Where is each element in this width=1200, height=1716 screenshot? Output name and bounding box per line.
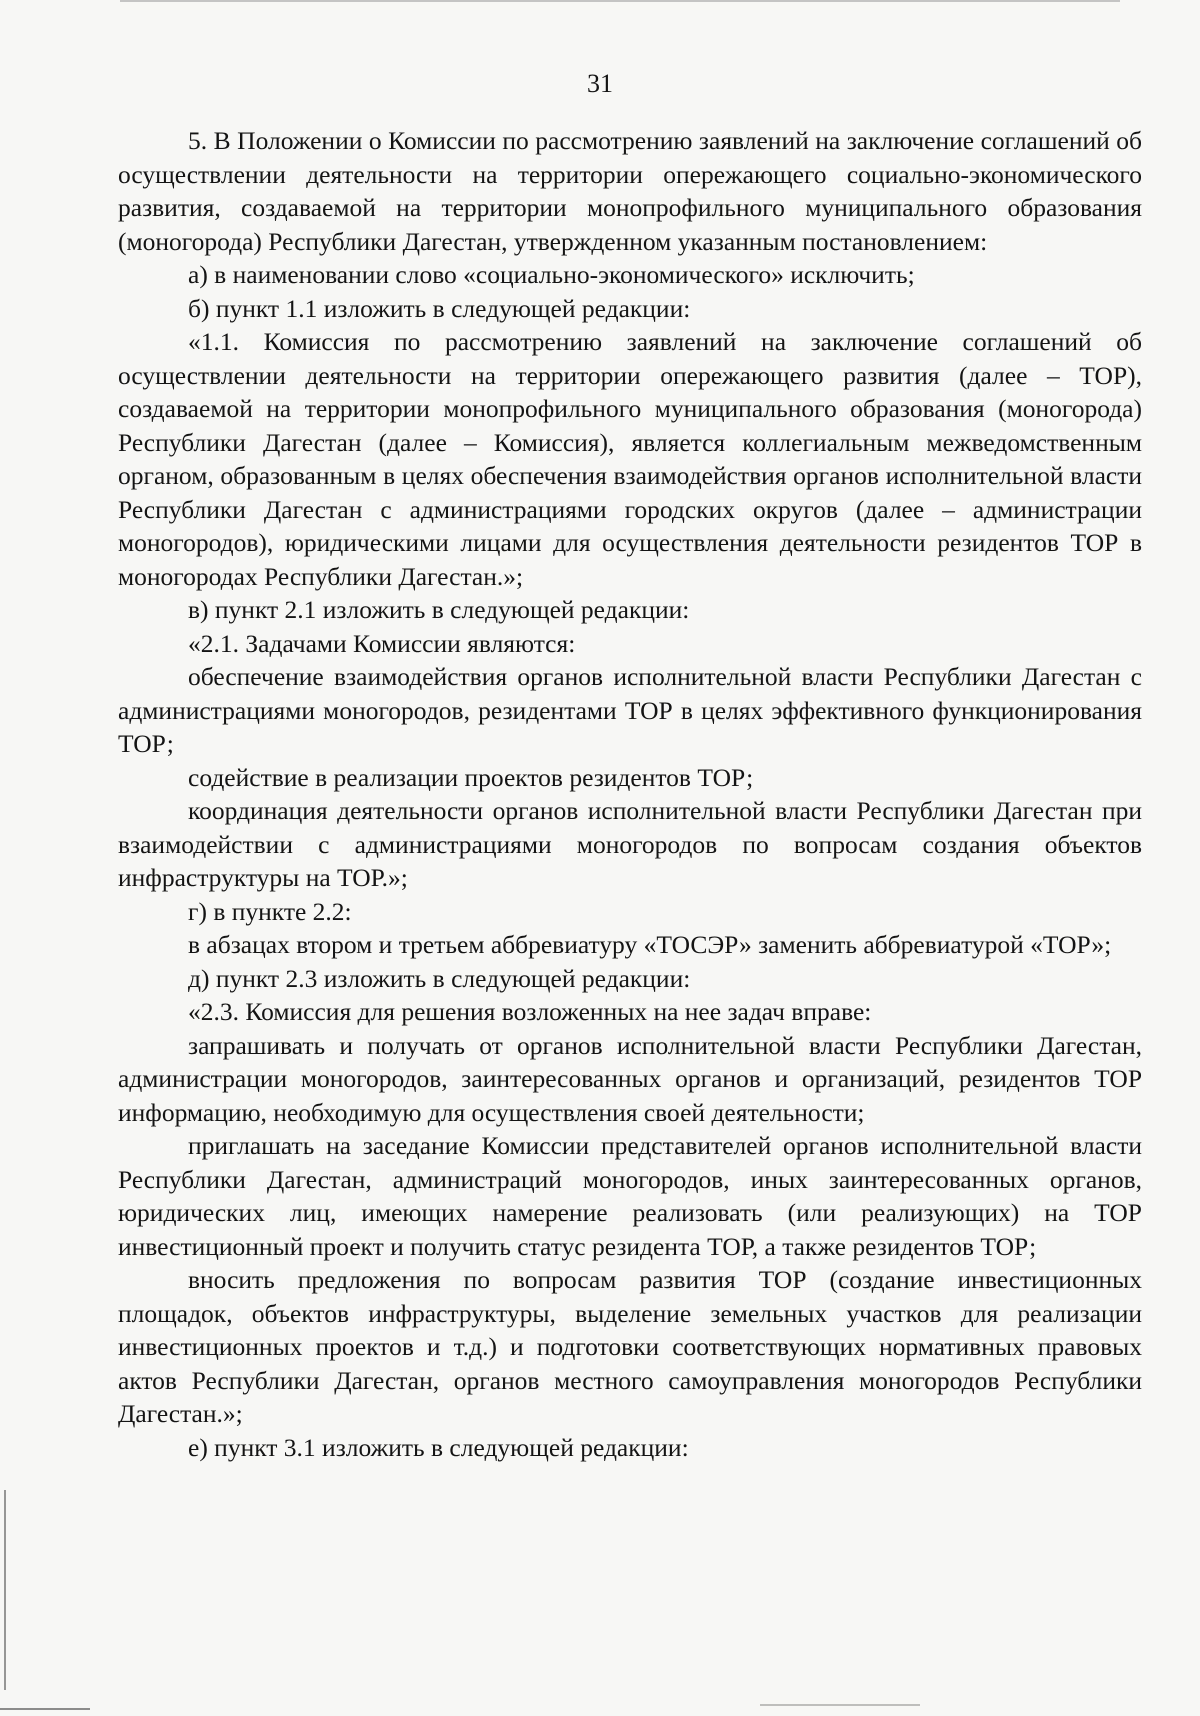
paragraph: д) пункт 2.3 изложить в следующей редакции: [188, 963, 691, 993]
scan-edge-top [120, 0, 1120, 2]
paragraph: содействие в реализации проектов резидентов ТОР; [188, 762, 754, 792]
paragraph: запрашивать и получать от органов исполнительной власти Республики Дагестан, администрации моногородов, заинтересованных органов и организаций, резидентов ТОР информацию, необходимую для осуществления своей деятельности; [118, 1030, 1142, 1127]
paragraph: е) пункт 3.1 изложить в следующей редакции: [188, 1432, 689, 1462]
scan-edge-bottom [0, 1708, 90, 1710]
paragraph: вносить предложения по вопросам развития ТОР (создание инвестиционных площадок, объектов инфраструктуры, выделение земельных участков для реализации инвестиционных проектов и т.д.) и подготовки соответствующих нормативных правовых актов Республики Дагестан, органов местного самоуправления моногородов Республики Дагестан.»; [118, 1265, 1142, 1428]
paragraph: приглашать на заседание Комиссии представителей органов исполнительной власти Республики Дагестан, администраций моногородов, иных заинтересованных органов, юридических лиц, имеющих намерение реализовать (или реализующих) на ТОР инвестиционный проект и получить статус резидента ТОР, а также резидентов ТОР; [118, 1131, 1142, 1261]
paragraph: в) пункт 2.1 изложить в следующей редакции: [188, 595, 690, 624]
paragraph: г) в пункте 2.2: [188, 896, 352, 926]
page-number: 31 [587, 69, 613, 98]
paragraph: «2.1. Задачами Комиссии являются: [188, 628, 576, 658]
scan-edge-left [4, 1490, 6, 1690]
paragraph: обеспечение взаимодействия органов исполнительной власти Республики Дагестан с администрациями моногородов, резидентами ТОР в целях эффективного функционирования ТОР; [118, 662, 1142, 758]
paragraph: в абзацах втором и третьем аббревиатуру «ТОСЭР» заменить аббревиатурой «ТОР»; [188, 930, 1112, 959]
paragraph: а) в наименовании слово «социально-экономического» исключить; [188, 260, 915, 289]
paragraph: «2.3. Комиссия для решения возложенных на нее задач вправе: [188, 997, 872, 1026]
document-body [118, 124, 1142, 1464]
paragraph: «1.1. Комиссия по рассмотрению заявлений на заключение соглашений об осуществлении деятельности на территории опережающего развития (далее – ТОР), создаваемой на территории монопрофильного муниципального образования (моногорода) Республики Дагестан (далее – Комиссия), является коллегиальным межведомственным органом, образованным в целях обеспечения взаимодействия органов исполнительной власти Республики Дагестан с администрациями городских округов (далее – администрации моногородов), юридическими лицами для осуществления деятельности резидентов ТОР в моногородах Республики Дагестан.»; [118, 327, 1142, 591]
paragraph: координация деятельности органов исполнительной власти Республики Дагестан при взаимодействии с администрациями моногородов по вопросам создания объектов инфраструктуры на ТОР.»; [118, 796, 1142, 892]
scan-edge-bottom-right [760, 1704, 920, 1706]
paragraph: 5. В Положении о Комиссии по рассмотрению заявлений на заключение соглашений об осуществлении деятельности на территории опережающего социально-экономического развития, создаваемой на территории монопрофильного муниципального образования (моногорода) Республики Дагестан, утвержденном указанным постановлением: [118, 126, 1142, 256]
paragraph: б) пункт 1.1 изложить в следующей редакции: [188, 293, 691, 323]
